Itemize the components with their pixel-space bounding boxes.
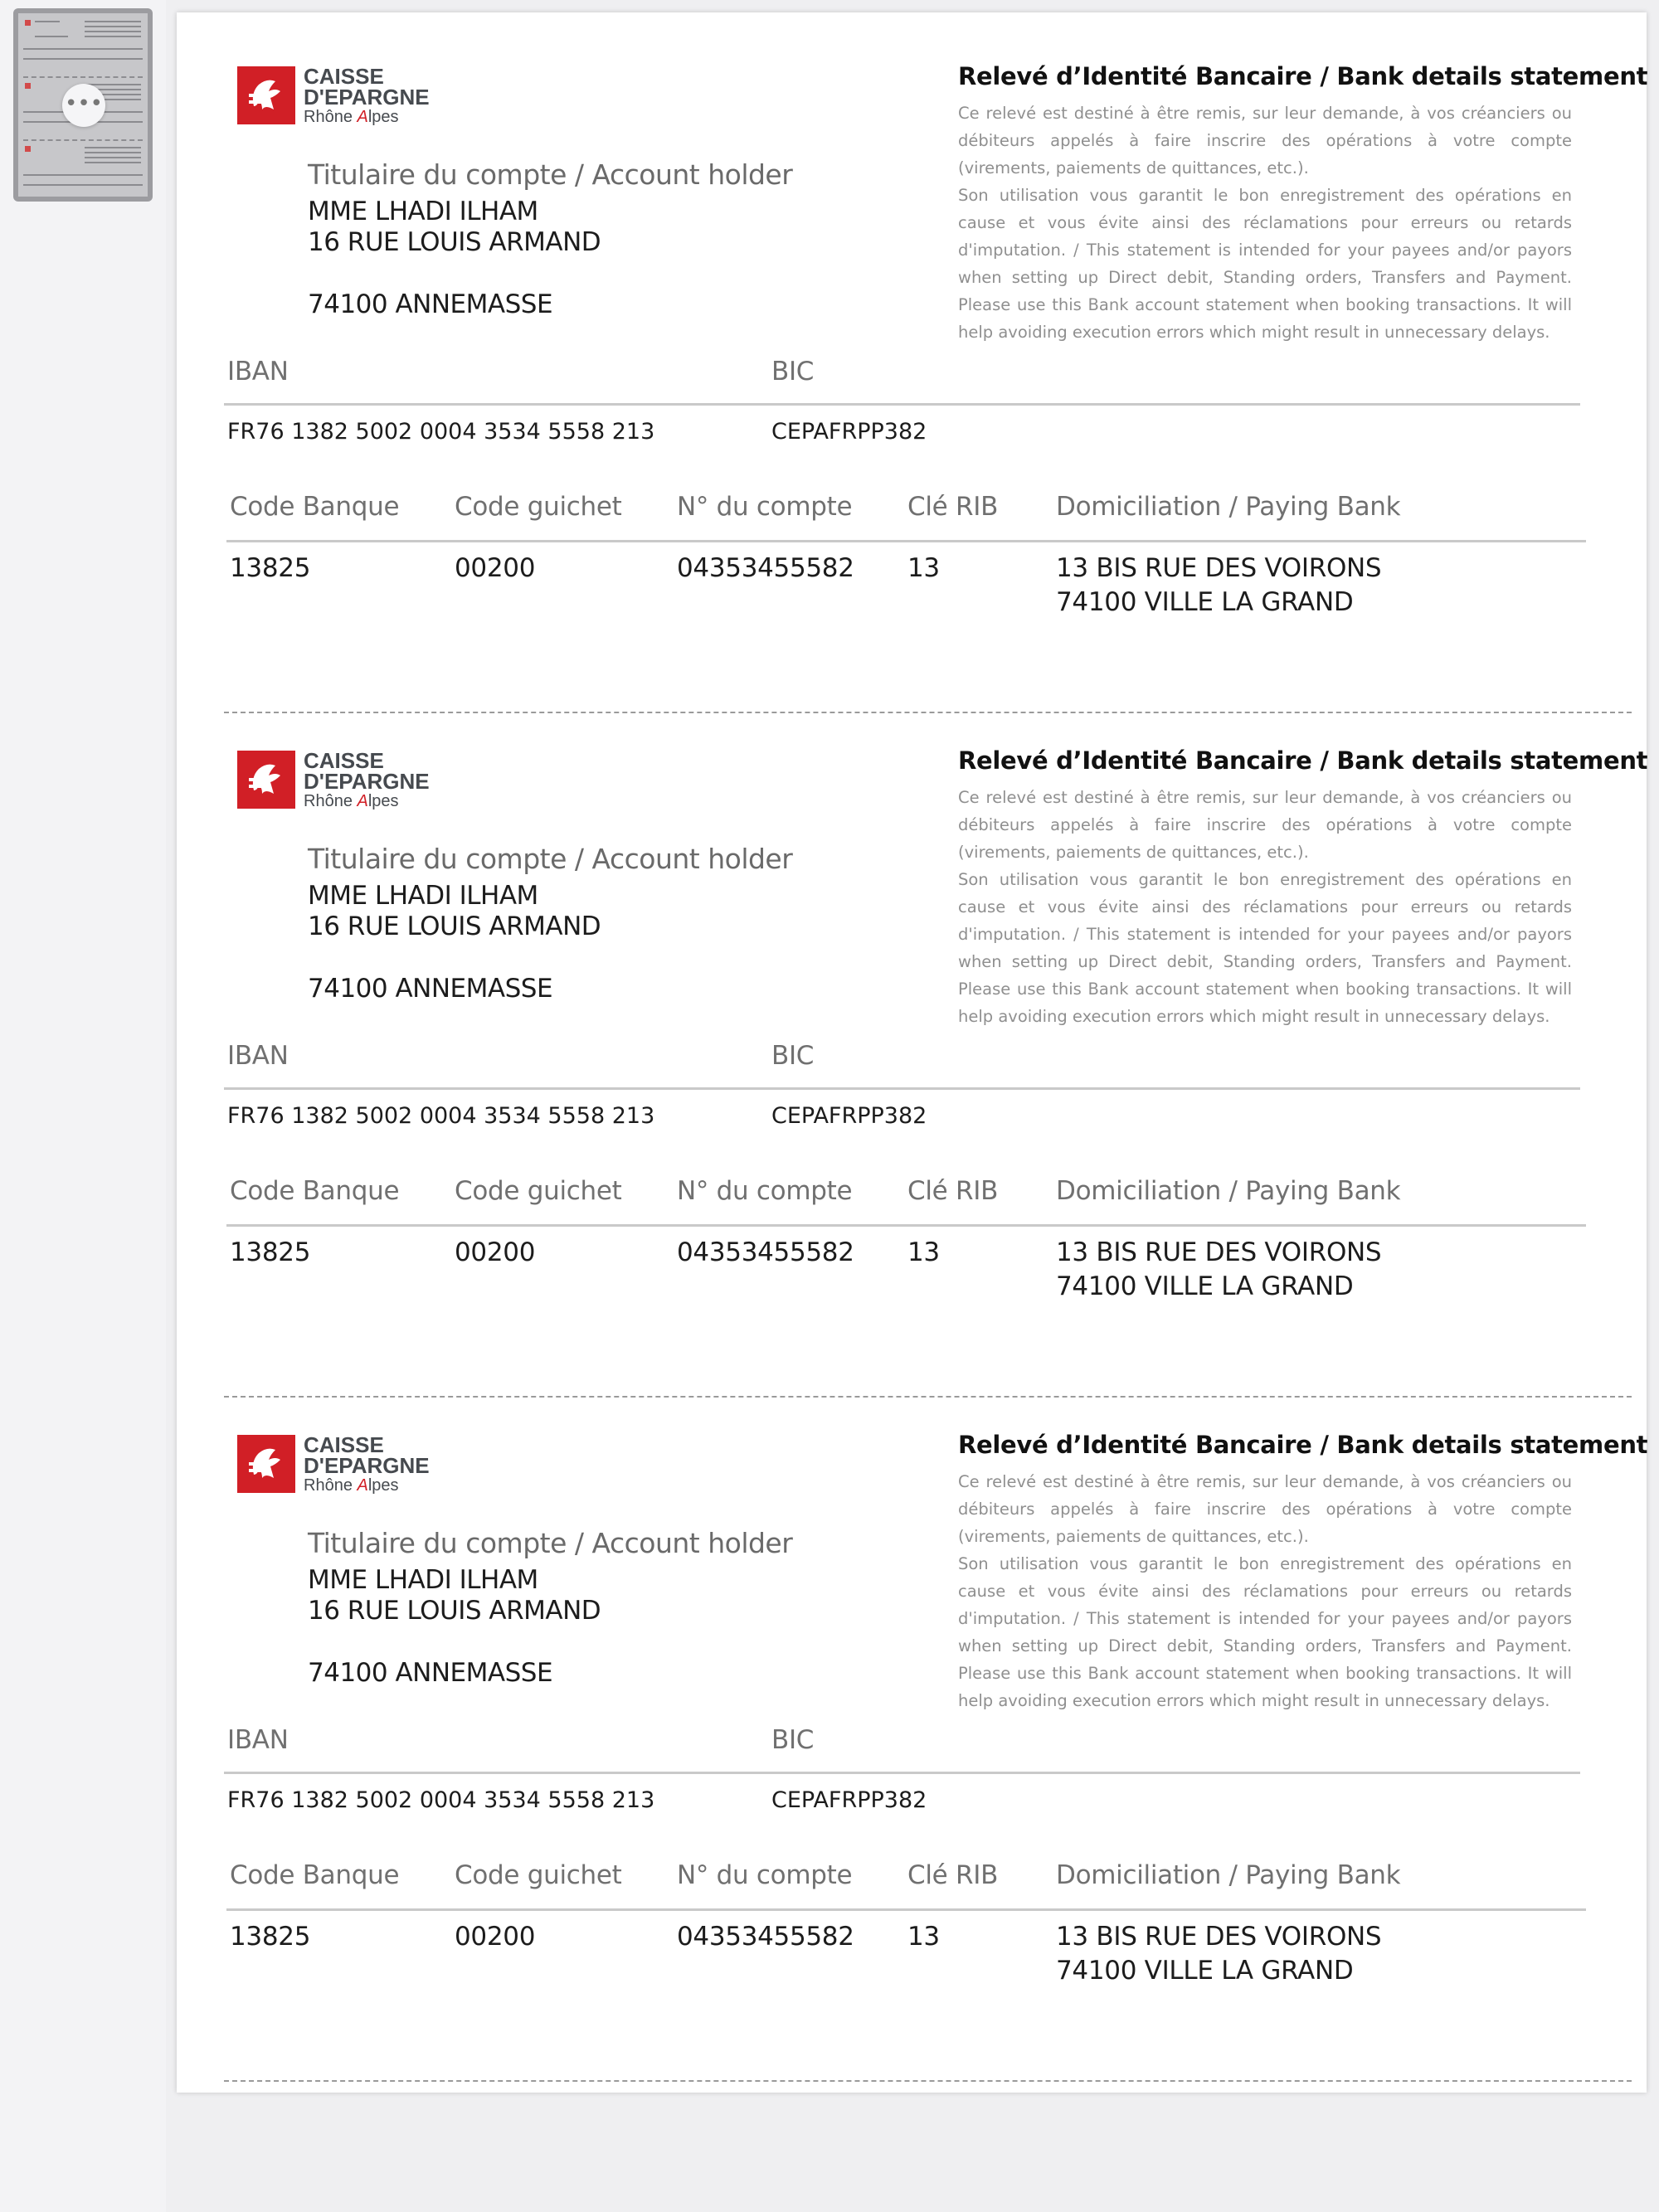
bic-label: BIC <box>771 1041 815 1071</box>
caisse-epargne-logo <box>237 66 461 138</box>
squirrel-logo-icon <box>237 1435 295 1493</box>
cle-rib-label: Clé RIB <box>907 1860 999 1890</box>
code-banque-value: 13825 <box>230 553 311 583</box>
iban-label: IBAN <box>227 1725 289 1755</box>
logo-text-epargne: D'EPARGNE <box>304 85 430 109</box>
bic-label: BIC <box>771 357 815 386</box>
squirrel-logo-icon <box>237 66 295 124</box>
numero-compte-value: 04353455582 <box>677 1237 854 1267</box>
statement-title: Relevé d’Identité Bancaire / Bank details statement <box>958 746 1648 775</box>
more-options-button[interactable]: ••• <box>62 84 105 127</box>
domiciliation-label: Domiciliation / Paying Bank <box>1056 1860 1401 1890</box>
code-guichet-label: Code guichet <box>455 492 622 522</box>
code-guichet-value: 00200 <box>455 1237 536 1267</box>
iban-value: FR76 1382 5002 0004 3534 5558 213 <box>227 419 655 445</box>
iban-value: FR76 1382 5002 0004 3534 5558 213 <box>227 1787 655 1813</box>
code-banque-label: Code Banque <box>230 1860 400 1890</box>
iban-label: IBAN <box>227 357 289 386</box>
code-banque-value: 13825 <box>230 1237 311 1267</box>
divider <box>224 1772 1580 1774</box>
statement-description: Ce relevé est destiné à être remis, sur leur demande, à vos créanciers ou débiteurs appelés à faire inscrire des opérations à votre compte (virements, paiements de quittances, etc.). Son utilisation vous garantit le bon enregistrement des opérations en cause et vous évite ainsi des réclamations pour erreurs ou retards d'imputation. / This statement is intended for your payees and/or payors when setting up Direct debit, Standing orders, Transfers and Payment. Please use this Bank account statement when booking transactions. It will help avoiding execution errors which might result in unnecessary delays. <box>958 104 1572 342</box>
statement-description: Ce relevé est destiné à être remis, sur leur demande, à vos créanciers ou débiteurs appelés à faire inscrire des opérations à votre compte (virements, paiements de quittances, etc.). Son utilisation vous garantit le bon enregistrement des opérations en cause et vous évite ainsi des réclamations pour erreurs ou retards d'imputation. / This statement is intended for your payees and/or payors when setting up Direct debit, Standing orders, Transfers and Payment. Please use this Bank account statement when booking transactions. It will help avoiding execution errors which might result in unnecessary delays. <box>958 788 1572 1026</box>
logo-text-epargne: D'EPARGNE <box>304 1453 430 1478</box>
thumbnail-logo-icon <box>25 20 31 26</box>
cle-rib-value: 13 <box>907 1922 940 1952</box>
code-guichet-label: Code guichet <box>455 1860 622 1890</box>
code-banque-label: Code Banque <box>230 492 400 522</box>
logo-region: Rhône Alpes <box>304 108 399 126</box>
logo-region: Rhône Alpes <box>304 792 399 810</box>
divider <box>224 403 1580 406</box>
numero-compte-label: N° du compte <box>677 1176 853 1206</box>
iban-label: IBAN <box>227 1041 289 1071</box>
account-holder-name: MME LHADI ILHAM <box>308 197 538 226</box>
divider <box>226 1224 1586 1227</box>
cle-rib-value: 13 <box>907 553 940 583</box>
domiciliation-label: Domiciliation / Paying Bank <box>1056 1176 1401 1206</box>
code-banque-value: 13825 <box>230 1922 311 1952</box>
squirrel-logo-icon <box>237 751 295 809</box>
code-guichet-value: 00200 <box>455 553 536 583</box>
statement-title: Relevé d’Identité Bancaire / Bank details statement <box>958 1431 1648 1459</box>
domiciliation-line2: 74100 VILLE LA GRAND <box>1056 1956 1354 1986</box>
account-holder-city: 74100 ANNEMASSE <box>308 1658 553 1688</box>
iban-value: FR76 1382 5002 0004 3534 5558 213 <box>227 1103 655 1129</box>
cle-rib-value: 13 <box>907 1237 940 1267</box>
code-guichet-label: Code guichet <box>455 1176 622 1206</box>
caisse-epargne-logo <box>237 748 461 822</box>
caisse-epargne-logo <box>237 1432 461 1506</box>
bic-value: CEPAFRPP382 <box>771 1103 927 1129</box>
logo-text-epargne: D'EPARGNE <box>304 769 430 794</box>
logo-text-caisse: CAISSE <box>304 64 384 89</box>
domiciliation-line2: 74100 VILLE LA GRAND <box>1056 1271 1354 1301</box>
domiciliation-line1: 13 BIS RUE DES VOIRONS <box>1056 1922 1382 1952</box>
account-holder-label: Titulaire du compte / Account holder <box>308 843 793 875</box>
code-guichet-value: 00200 <box>455 1922 536 1952</box>
account-holder-name: MME LHADI ILHAM <box>308 881 538 911</box>
account-holder-street: 16 RUE LOUIS ARMAND <box>308 1596 601 1626</box>
account-holder-street: 16 RUE LOUIS ARMAND <box>308 227 601 257</box>
account-holder-label: Titulaire du compte / Account holder <box>308 158 793 191</box>
cut-line <box>224 2080 1632 2082</box>
domiciliation-line2: 74100 VILLE LA GRAND <box>1056 587 1354 617</box>
rib-section <box>177 12 1647 697</box>
logo-region: Rhône Alpes <box>304 1476 399 1495</box>
document-page <box>177 12 1647 2093</box>
logo-text-caisse: CAISSE <box>304 748 384 773</box>
statement-title: Relevé d’Identité Bancaire / Bank details statement <box>958 62 1648 90</box>
numero-compte-value: 04353455582 <box>677 1922 854 1952</box>
divider <box>224 1087 1580 1090</box>
bic-label: BIC <box>771 1725 815 1755</box>
bic-value: CEPAFRPP382 <box>771 1787 927 1813</box>
logo-text-caisse: CAISSE <box>304 1432 384 1457</box>
numero-compte-label: N° du compte <box>677 492 853 522</box>
rib-section <box>177 1381 1647 2065</box>
numero-compte-label: N° du compte <box>677 1860 853 1890</box>
account-holder-name: MME LHADI ILHAM <box>308 1565 538 1595</box>
divider <box>226 1908 1586 1911</box>
cle-rib-label: Clé RIB <box>907 492 999 522</box>
rib-section <box>177 697 1647 1381</box>
numero-compte-value: 04353455582 <box>677 553 854 583</box>
cle-rib-label: Clé RIB <box>907 1176 999 1206</box>
thumbnail-sidebar <box>0 0 166 2212</box>
account-holder-label: Titulaire du compte / Account holder <box>308 1527 793 1559</box>
domiciliation-line1: 13 BIS RUE DES VOIRONS <box>1056 553 1382 583</box>
divider <box>226 540 1586 542</box>
statement-description: Ce relevé est destiné à être remis, sur leur demande, à vos créanciers ou débiteurs appelés à faire inscrire des opérations à votre compte (virements, paiements de quittances, etc.). Son utilisation vous garantit le bon enregistrement des opérations en cause et vous évite ainsi des réclamations pour erreurs ou retards d'imputation. / This statement is intended for your payees and/or payors when setting up Direct debit, Standing orders, Transfers and Payment. Please use this Bank account statement when booking transactions. It will help avoiding execution errors which might result in unnecessary delays. <box>958 1472 1572 1710</box>
code-banque-label: Code Banque <box>230 1176 400 1206</box>
account-holder-city: 74100 ANNEMASSE <box>308 974 553 1004</box>
bic-value: CEPAFRPP382 <box>771 419 927 445</box>
domiciliation-label: Domiciliation / Paying Bank <box>1056 492 1401 522</box>
domiciliation-line1: 13 BIS RUE DES VOIRONS <box>1056 1237 1382 1267</box>
account-holder-street: 16 RUE LOUIS ARMAND <box>308 912 601 941</box>
account-holder-city: 74100 ANNEMASSE <box>308 289 553 319</box>
